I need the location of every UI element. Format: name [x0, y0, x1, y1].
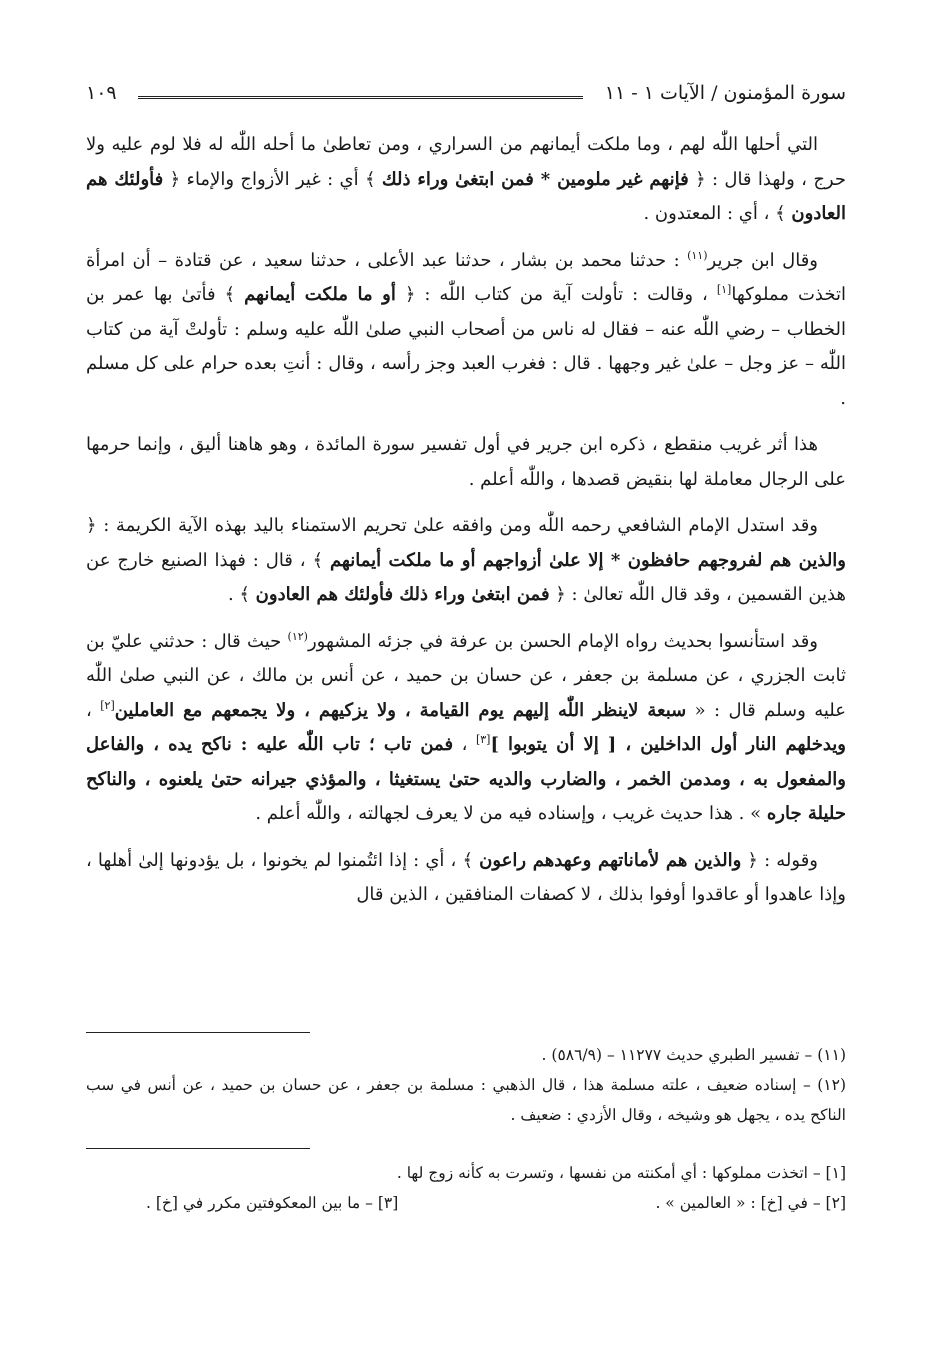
text-run: وقد استأنسوا بحديث رواه الإمام الحسن بن عرفة في جزئه المشهور	[307, 630, 818, 652]
footnote-11: (١١) – تفسير الطبري حديث ١١٢٧٧ – (٥٨٦/٩) .	[541, 1046, 846, 1064]
text-run: وقال ابن جرير	[707, 249, 818, 271]
header-rule	[138, 96, 583, 99]
text-run: ﴾ ، أي : إذا ائتُمنوا لم يخونوا ، بل يؤدونها إلىٰ أهلها ، وإذا عاهدوا أو عاقدوا أوفوا بذلك ، لا كصفات المنافقين ، الذين قال	[86, 849, 846, 905]
quran-or-hadith-text: فإنهم غير ملومين * فمن ابتغىٰ وراء ذلك	[381, 168, 689, 190]
text-run: ﴾ فأتىٰ بها عمر بن الخطاب – رضي اللّٰه عنه – فقال له ناس من أصحاب النبي صلىٰ اللّٰه عليه وسلم : تأولتْ آية من كتاب اللّٰه – عز وجل – علىٰ غير وجهها . قال : فغرب العبد وجز رأسه ، وقال : أنتِ بعده حرام على كل مسلم .	[86, 284, 846, 409]
running-title: سورة المؤمنون / الآيات ١ - ١١	[604, 82, 846, 104]
text-run: ،	[453, 734, 476, 755]
text-run: : حدثنا محمد بن بشار ، حدثنا عبد الأعلى ، حدثنا سعيد ، عن قتادة – أن امرأة اتخذت مملوكها	[86, 249, 846, 305]
editor-notes-row	[86, 1188, 846, 1218]
quran-or-hadith-text: والذين هم لأماناتهم وعهدهم راعون	[479, 849, 742, 871]
text-run: وقد استدل الإمام الشافعي رحمه اللّٰه ومن وافقه علىٰ تحريم الاستمناء باليد بهذه الآية الكريمة : ﴿	[86, 515, 818, 536]
footnote-marker: (١١)	[687, 248, 708, 262]
text-run: التي أحلها اللّٰه لهم ، وما ملكت أيمانهم من السراري ، ومن تعاطىٰ ما أحله اللّٰه له فلا لوم عليه ولا حرج ، ولهذا قال : ﴿	[86, 134, 846, 190]
paragraph	[86, 128, 846, 232]
footnote-marker: [١]	[716, 283, 732, 296]
editor-notes-rule	[86, 1148, 310, 1149]
editor-note-1: [١] – اتخذت مملوكها : أي أمكنته من نفسها ، وتسرت به كأنه زوج لها .	[396, 1164, 846, 1182]
paragraph	[86, 509, 846, 613]
footnote-rule	[86, 1032, 310, 1033]
quran-or-hadith-text: ويدخلهم النار أول الداخلين ، [ إلا أن يتوبوا ]	[490, 734, 846, 755]
text-run: ﴾ .	[227, 584, 256, 605]
footnote-marker: [٣]	[475, 733, 491, 746]
quran-or-hadith-text: أو ما ملكت أيمانهم	[244, 284, 396, 305]
main-text	[86, 128, 846, 925]
editor-notes	[86, 1158, 846, 1218]
quran-or-hadith-text: سبعة لاينظر اللّٰه إليهم يوم القيامة ، ولا يزكيهم ، ولا يجمعهم مع العاملين	[114, 699, 687, 721]
quran-or-hadith-text: فأولئك هم العادون	[86, 168, 846, 224]
text-run: وقوله : ﴿	[741, 849, 818, 871]
footnote-marker: (١٢)	[287, 629, 308, 643]
text-run: ﴾ ، قال : فهذا الصنيع خارج عن هذين القسمين ، وقد قال اللّٰه تعالىٰ : ﴿	[86, 549, 846, 605]
quran-or-hadith-text: والذين هم لفروجهم حافظون * إلا علىٰ أزواجهم أو ما ملكت أيمانهم	[329, 549, 846, 571]
quran-or-hadith-text: فمن تاب ؛ تاب اللّٰه عليه : ناكح يده ، والفاعل والمفعول به ، ومدمن الخمر ، والضارب والديه حتىٰ يستغيثا ، والمؤذي جيرانه حتىٰ يلعنوه ، والناكح حليلة جاره	[86, 734, 846, 824]
paragraph	[86, 844, 846, 913]
text-run: ﴾ أي : غير الأزواج والإماء ﴿	[163, 168, 382, 190]
footnote-12: (١٢) – إسناده ضعيف ، علته مسلمة هذا ، قال الذهبي : مسلمة بن جعفر ، عن حسان بن حميد ، عن أنس في سب الناكح يده ، يجهل هو وشيخه ، وقال الأزدي : ضعيف .	[86, 1076, 846, 1124]
footnote-marker: [٢]	[100, 698, 115, 712]
text-run: » . هذا حديث غريب ، وإسناده فيه من لا يعرف لجهالته ، واللّٰه أعلم .	[255, 803, 767, 824]
page-number: ١٠٩	[86, 82, 117, 104]
editor-note-3: [٣] – ما بين المعكوفتين مكرر في [خ] .	[146, 1194, 399, 1212]
quran-or-hadith-text: فمن ابتغىٰ وراء ذلك فأولئك هم العادون	[255, 584, 550, 605]
text-run: حيث قال : حدثني عليّ بن ثابت الجزري ، عن مسلمة بن جعفر ، عن حسان بن حميد ، عن أنس بن مالك ، عن النبي صلىٰ اللّٰه عليه وسلم قال : «	[86, 630, 846, 721]
text-run: ﴾ ، أي : المعتدون .	[643, 203, 792, 224]
text-run: ، وقالت : تأولت آية من كتاب اللّٰه : ﴿	[395, 284, 717, 305]
page-header	[86, 82, 846, 112]
paragraph	[86, 428, 846, 497]
text-run: هذا أثر غريب منقطع ، ذكره ابن جرير في أول تفسير سورة المائدة ، وهو هاهنا أليق ، وإنما حرمها على الرجال معاملة لها بنقيض قصدها ، واللّٰه أعلم .	[86, 434, 846, 490]
source-footnotes	[86, 1040, 846, 1130]
text-run: ،	[86, 699, 101, 721]
paragraph	[86, 244, 846, 417]
editor-note-2: [٢] – في [خ] : « العالمين » .	[655, 1194, 846, 1212]
paragraph	[86, 625, 846, 832]
